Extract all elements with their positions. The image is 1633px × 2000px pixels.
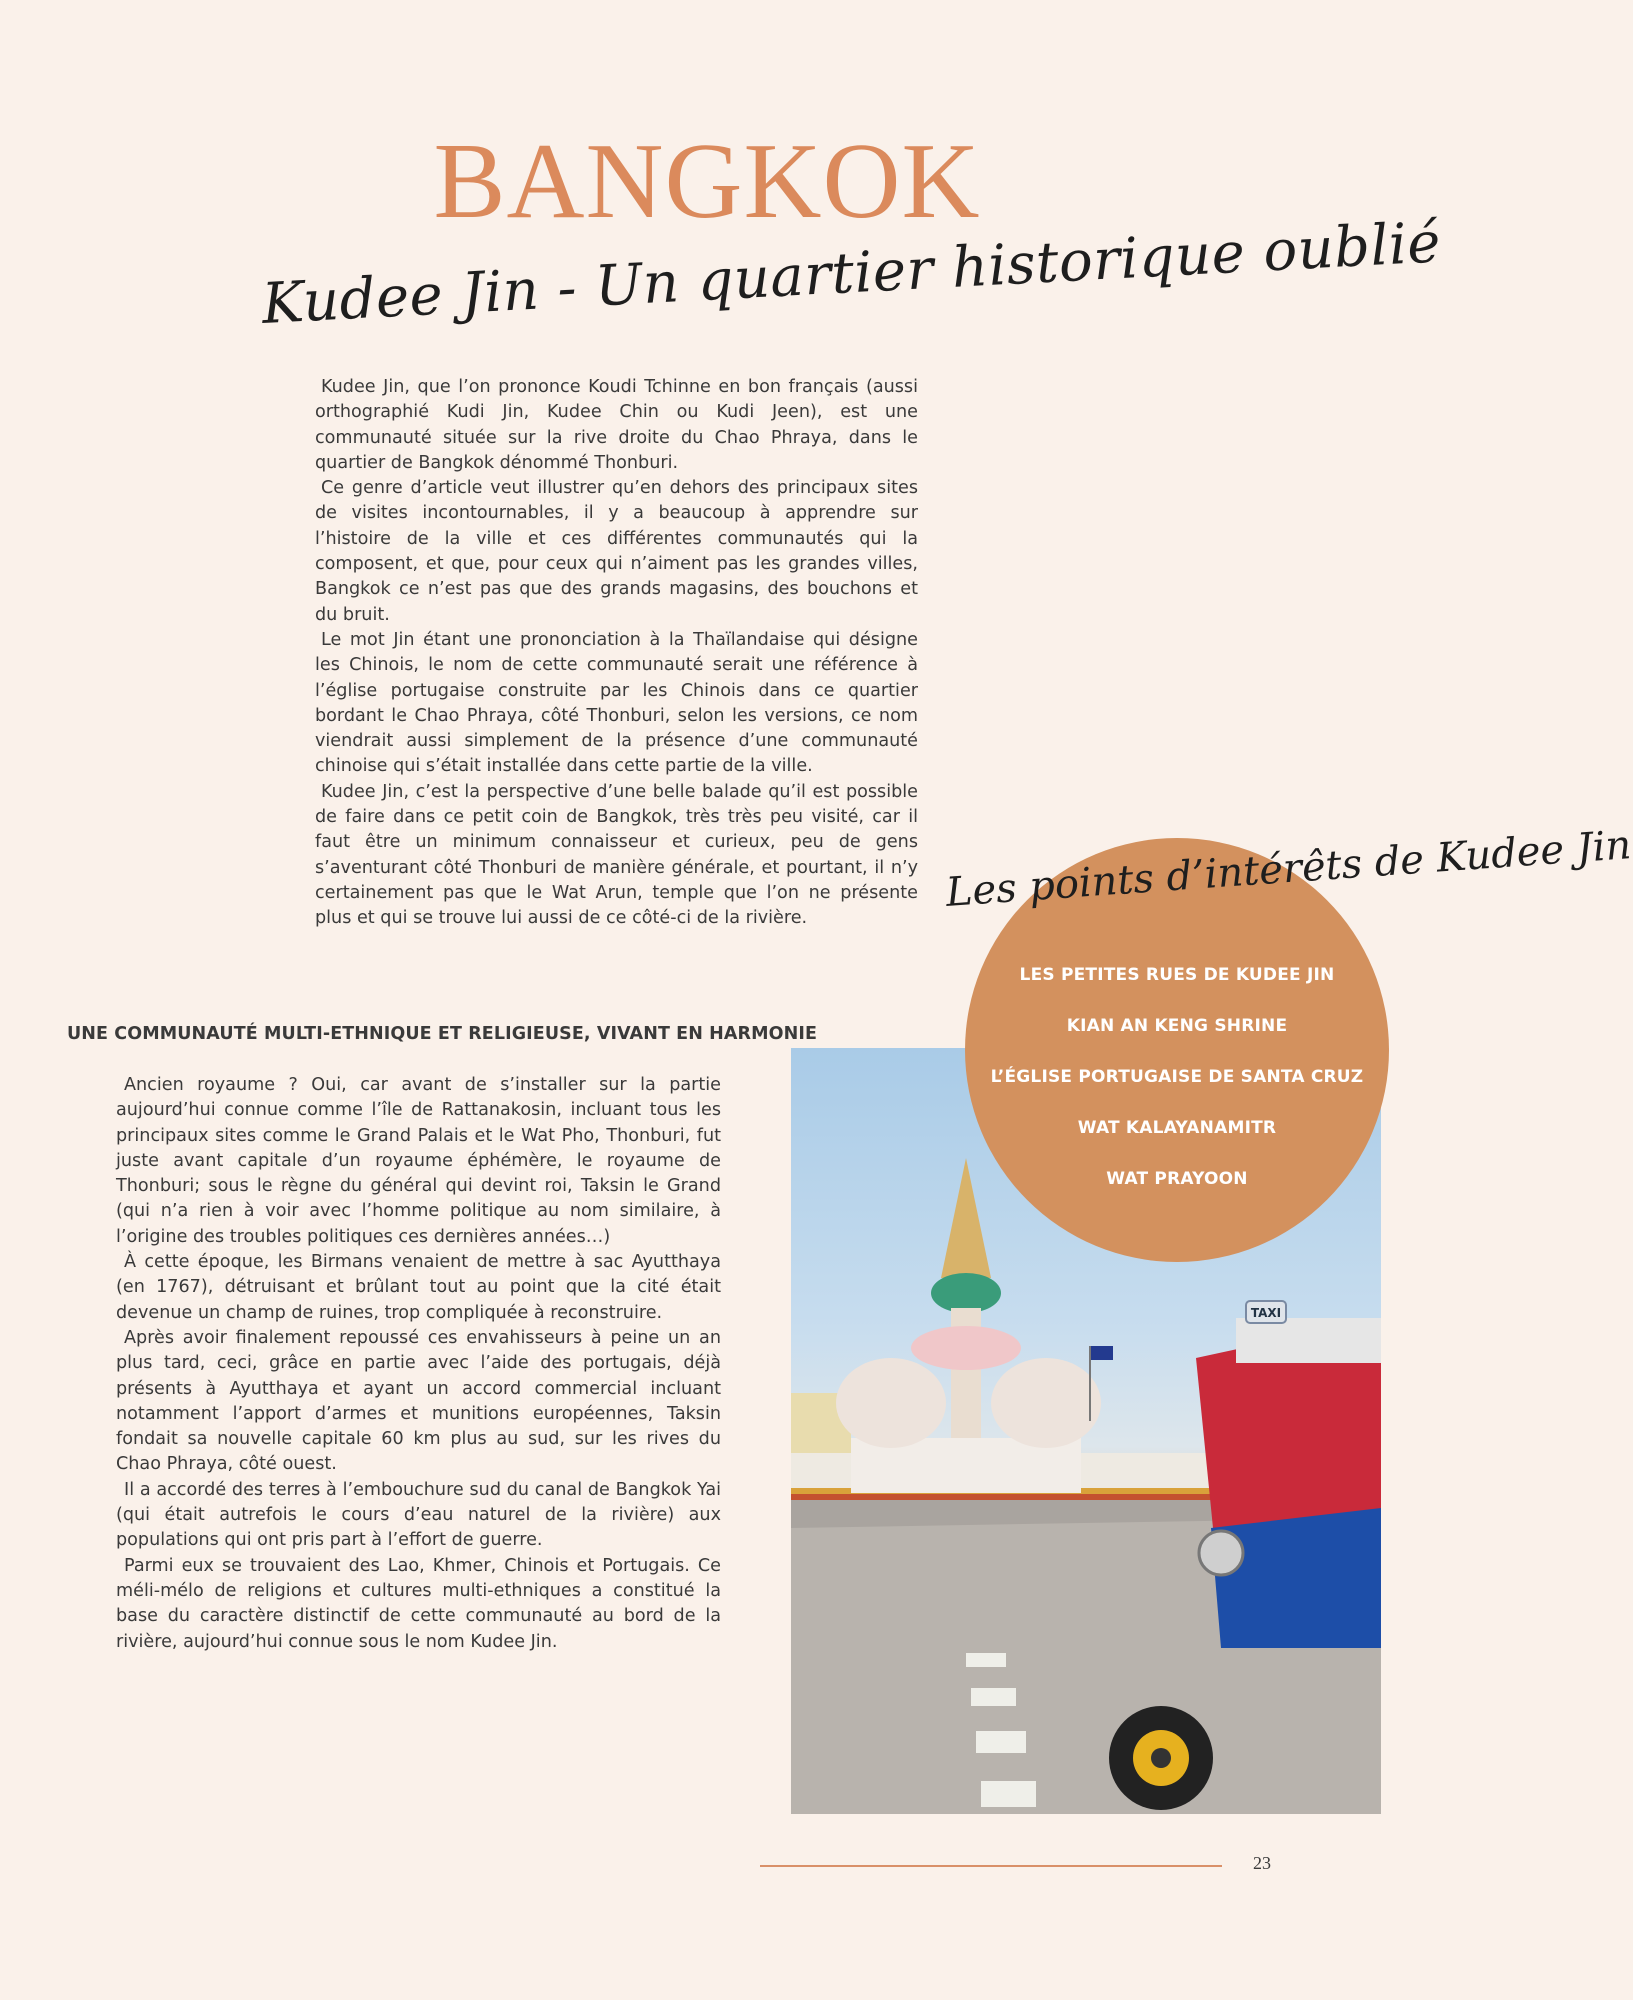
tuktuk-roof xyxy=(1236,1318,1381,1363)
tuktuk-axle xyxy=(1151,1748,1171,1768)
poi-item: WAT KALAYANAMITR xyxy=(1077,1118,1277,1138)
crosswalk-stripe xyxy=(966,1653,1006,1667)
intro-paragraph: Le mot Jin étant une prononciation à la Thaïlandaise qui désigne les Chinois, le nom de cette communauté serait une référence à l’église portugaise construite par les Chinois dans ce quartier bordant le Chao Phraya, côté Thonburi, selon les versions, ce nom viendrait aussi simplement de la présence d’une communauté chinoise qui s’était installée dans cette partie de la ville. xyxy=(315,629,918,777)
lotus-tier xyxy=(911,1326,1021,1370)
intro-text xyxy=(315,375,918,932)
poi-item: LES PETITES RUES DE KUDEE JIN xyxy=(1019,965,1335,985)
footer-divider xyxy=(760,1865,1222,1867)
flag xyxy=(1091,1346,1113,1360)
body-paragraph: Après avoir finalement repoussé ces envahisseurs à peine un an plus tard, ceci, grâce en partie avec l’aide des portugais, déjà présents à Ayutthaya et ayant un accord commercial incluant notamment l’apport d’armes et munitions européennes, Taksin fondait sa nouvelle capitale 60 km plus au sud, sur les rives du Chao Phraya, côté ouest. xyxy=(116,1327,721,1475)
crosswalk-stripe xyxy=(976,1731,1026,1753)
flag-pole xyxy=(1089,1346,1091,1421)
page-number: 23 xyxy=(1253,1853,1271,1873)
spire-ornament xyxy=(931,1273,1001,1313)
body-paragraph: Parmi eux se trouvaient des Lao, Khmer, Chinois et Portugais. Ce méli-mélo de religions et cultures multi-ethniques a constitué la base du caractère distinctif de cette communauté au bord de la rivière, aujourd’hui connue sous le nom Kudee Jin. xyxy=(116,1555,721,1652)
elephant-right xyxy=(991,1358,1101,1448)
body-paragraph: À cette époque, les Birmans venaient de mettre à sac Ayutthaya (en 1767), détruisant et brûlant tout au point que la cité était devenue un champ de ruines, trop compliquée à reconstruire. xyxy=(116,1252,721,1323)
poi-item: KIAN AN KENG SHRINE xyxy=(1066,1016,1288,1036)
points-of-interest-list xyxy=(965,963,1389,1218)
section-body xyxy=(116,1073,721,1655)
body-paragraph: Ancien royaume ? Oui, car avant de s’installer sur la partie aujourd’hui connue comme l’île de Rattanakosin, incluant tous les principaux sites comme le Grand Palais et le Wat Pho, Thonburi, fut juste avant capitale d’un royaume éphémère, le royaume de Thonburi; sous le règne du général qui devint roi, Taksin le Grand (qui n’a rien à voir avec l’homme politique au nom similaire, à l’origine des troubles politiques ces dernières années…) xyxy=(116,1075,721,1247)
section-heading: UNE COMMUNAUTÉ MULTI-ETHNIQUE ET RELIGIEUSE, VIVANT EN HARMONIE xyxy=(67,1024,818,1044)
intro-paragraph: Kudee Jin, c’est la perspective d’une belle balade qu’il est possible de faire dans ce petit coin de Bangkok, très très peu visité, car il faut être un minimum connaisseur et curieux, peu de gens s’aventurant côté Thonburi de manière générale, et pourtant, il n’y certainement pas que le Wat Arun, temple que l’on ne présente plus et qui se trouve lui aussi de ce côté-ci de la rivière. xyxy=(315,781,918,929)
article-subtitle: Kudee Jin - Un quartier historique oublié xyxy=(260,210,1443,337)
elephant-left xyxy=(836,1358,946,1448)
taxi-sign-text: TAXI xyxy=(1250,1306,1282,1320)
points-of-interest-title: Les points d’intérêts de Kudee Jin xyxy=(944,822,1633,916)
tuktuk-headlight xyxy=(1199,1531,1243,1575)
body-paragraph: Il a accordé des terres à l’embouchure sud du canal de Bangkok Yai (qui était autrefois le cours d’eau naturel de la rivière) aux populations qui ont pris part à l’effort de guerre. xyxy=(116,1479,721,1551)
tuktuk-body-blue xyxy=(1211,1508,1381,1648)
poi-item: WAT PRAYOON xyxy=(1106,1169,1248,1189)
intro-paragraph: Ce genre d’article veut illustrer qu’en dehors des principaux sites de visites incontournables, il y a beaucoup à apprendre sur l’histoire de la ville et ces différentes communautés qui la composent, et que, pour ceux qui n’aiment pas les grandes villes, Bangkok ce n’est pas que des grands magasins, des bouchons et du bruit. xyxy=(315,478,918,625)
page-title: BANGKOK xyxy=(433,122,981,241)
crosswalk-stripe xyxy=(971,1688,1016,1706)
intro-paragraph: Kudee Jin, que l’on prononce Koudi Tchinne en bon français (aussi orthographié Kudi Jin, Kudee Chin ou Kudi Jeen), est une communauté située sur la rive droite du Chao Phraya, dans le quartier de Bangkok dénommé Thonburi. xyxy=(315,377,918,473)
crosswalk-stripe xyxy=(981,1781,1036,1807)
poi-item: L’ÉGLISE PORTUGAISE DE SANTA CRUZ xyxy=(990,1067,1364,1087)
